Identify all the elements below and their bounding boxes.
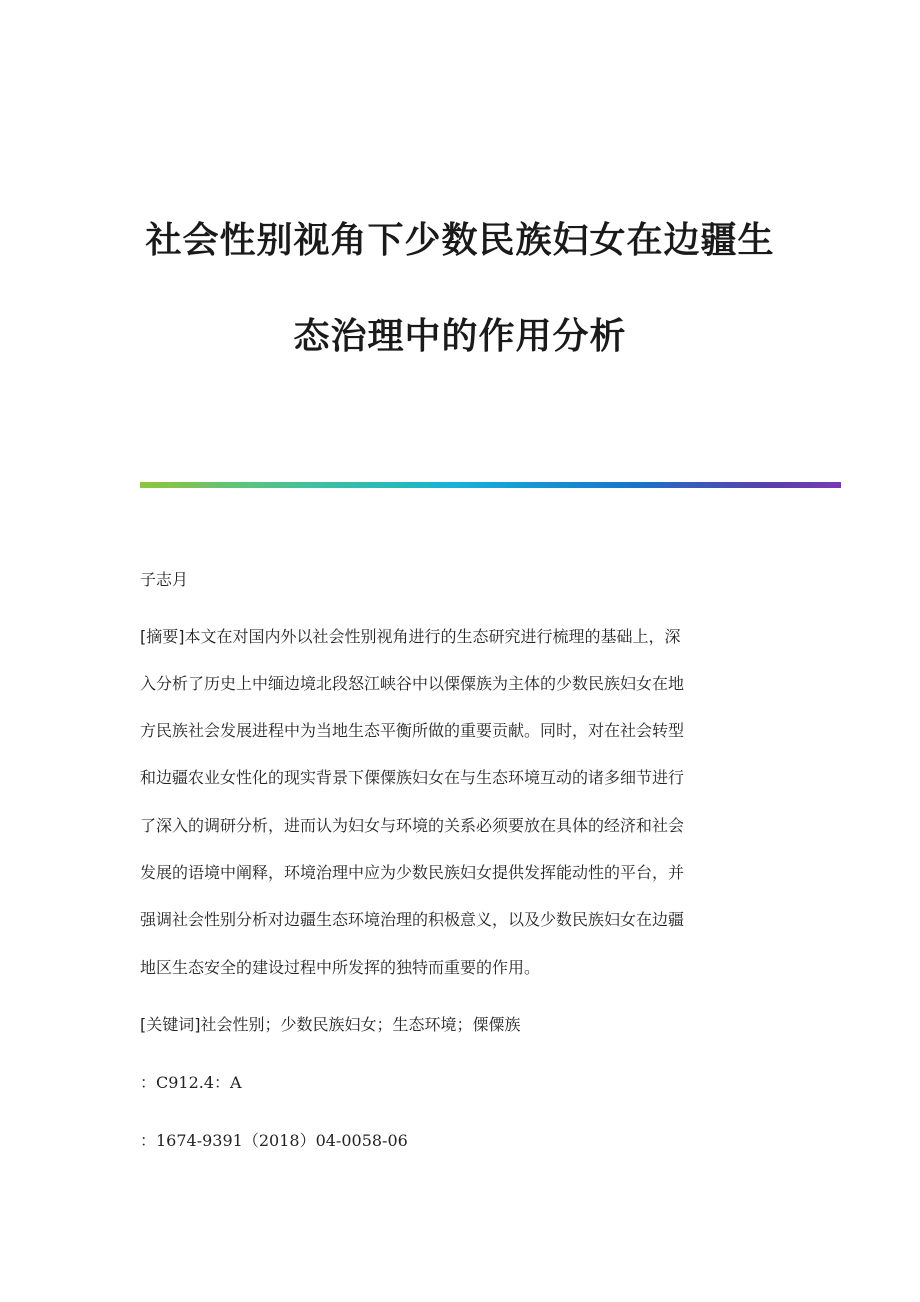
abstract-line: [摘要]本文在对国内外以社会性别视角进行的生态研究进行梳理的基础上，深 — [140, 627, 681, 646]
decorative-gradient-rule — [140, 482, 841, 488]
abstract-line: 强调社会性别分析对边疆生态环境治理的积极意义，以及少数民族妇女在边疆 — [140, 910, 685, 929]
abstract-line: 发展的语境中阐释，环境治理中应为少数民族妇女提供发挥能动性的平台，并 — [140, 863, 685, 882]
classification-code: ：C912.4：A — [140, 1073, 242, 1092]
title-line-2: 态治理中的作用分析 — [293, 316, 627, 357]
title-line-1: 社会性别视角下少数民族妇女在边疆生 — [145, 220, 775, 261]
abstract-line: 地区生态安全的建设过程中所发挥的独特而重要的作用。 — [140, 958, 541, 977]
abstract-line: 和边疆农业女性化的现实背景下傈僳族妇女在与生态环境互动的诸多细节进行 — [140, 768, 685, 787]
abstract-line: 入分析了历史上中缅边境北段怒江峡谷中以傈僳族为主体的少数民族妇女在地 — [140, 674, 685, 693]
keywords-line: [关键词]社会性别；少数民族妇女；生态环境；傈僳族 — [140, 1015, 521, 1034]
abstract-line: 了深入的调研分析，进而认为妇女与环境的关系必须要放在具体的经济和社会 — [140, 816, 685, 835]
article-id: ：1674-9391（2018）04-0058-06 — [140, 1131, 408, 1150]
abstract-line: 方民族社会发展进程中为当地生态平衡所做的重要贡献。同时，对在社会转型 — [140, 721, 685, 740]
author-name: 子志月 — [140, 570, 189, 589]
